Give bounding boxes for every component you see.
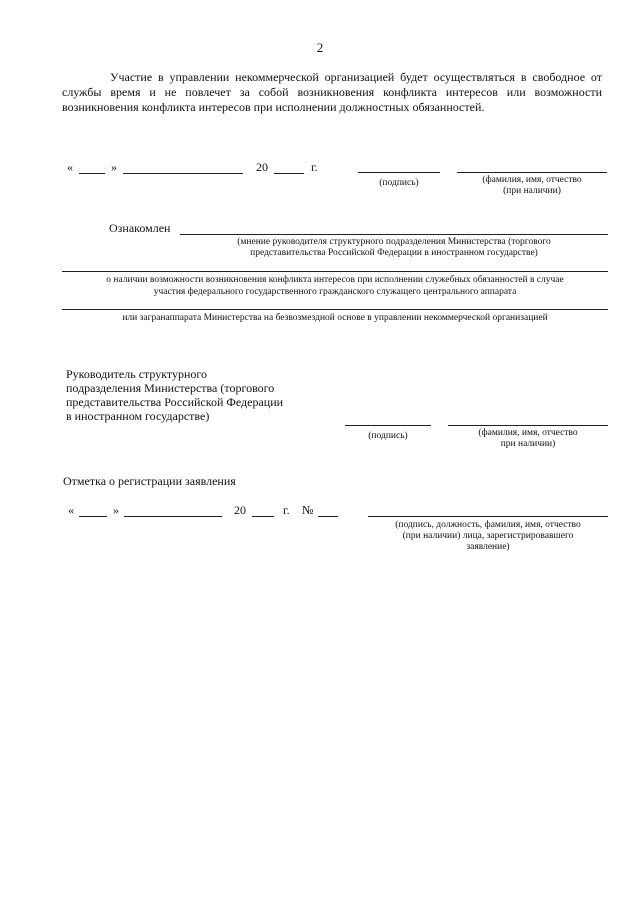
registration-caption-line2: (при наличии) лица, зарегистрировавшего [402,531,574,541]
registration-caption-line3: заявление) [466,542,510,552]
page-number: 2 [316,40,324,55]
signature-caption: (подпись) [379,178,419,188]
head-signature-blank[interactable] [345,425,431,426]
name-blank[interactable] [457,172,607,173]
open-quote: « [67,160,73,174]
head-title-line1: Руководитель структурного [66,367,208,381]
registration-number-sign: № [302,503,314,517]
acknowledged-caption-line1: (мнение руководителя структурного подразделения Министерства (торгового [237,237,551,247]
acknowledged-caption-line3: о наличии возможности возникновения конфликта интересов при исполнении служебных обязанностей в случае [106,275,564,285]
close-quote: » [111,160,117,174]
head-title-line3: представительства Российской Федерации [66,395,284,409]
registration-year-blank[interactable] [252,516,274,517]
head-title-line2: подразделения Министерства (торгового [66,381,275,395]
day-blank[interactable] [79,173,105,174]
month-blank[interactable] [123,173,243,174]
head-name-caption-line2: при наличии) [500,439,556,449]
acknowledged-blank-2[interactable] [62,271,608,272]
name-caption-line2: (при наличии) [503,186,561,196]
signature-blank[interactable] [358,172,440,173]
registration-year-prefix: 20 [234,503,246,517]
head-title-line4: в иностранном государстве) [66,409,210,423]
registration-signature-blank[interactable] [368,516,608,517]
registration-number-blank[interactable] [318,516,338,517]
acknowledged-label: Ознакомлен [109,221,171,235]
head-name-blank[interactable] [448,425,608,426]
head-name-caption-line1: (фамилия, имя, отчество [478,428,578,438]
registration-month-blank[interactable] [124,516,222,517]
name-caption-line1: (фамилия, имя, отчество [482,175,582,185]
statement-paragraph: Участие в управлении некоммерческой организацией будет осуществляться в свободное от службы время и не повлечет за собой возникновения конфликта интересов или возможности возникновения конфликта интересов при исполнении должностных обязанностей. [62,70,602,114]
year-blank[interactable] [274,173,304,174]
year-suffix: г. [311,160,318,174]
acknowledged-caption-line4: участия федерального государственного гражданского служащего центрального аппарата [153,287,517,297]
acknowledged-blank[interactable] [180,234,608,235]
registration-title: Отметка о регистрации заявления [63,474,236,488]
registration-caption-line1: (подпись, должность, фамилия, имя, отчество [395,520,581,530]
registration-close-quote: » [113,503,119,517]
head-signature-caption: (подпись) [368,431,408,441]
acknowledged-blank-3[interactable] [62,309,608,310]
registration-day-blank[interactable] [79,516,107,517]
acknowledged-caption-line2: представительства Российской Федерации в иностранном государстве) [250,248,538,258]
registration-open-quote: « [68,503,74,517]
registration-year-suffix: г. [283,503,290,517]
year-prefix: 20 [256,160,268,174]
acknowledged-caption-line5: или загранаппарата Министерства на безвозмездной основе в управлении некоммерческой организацией [122,313,548,323]
